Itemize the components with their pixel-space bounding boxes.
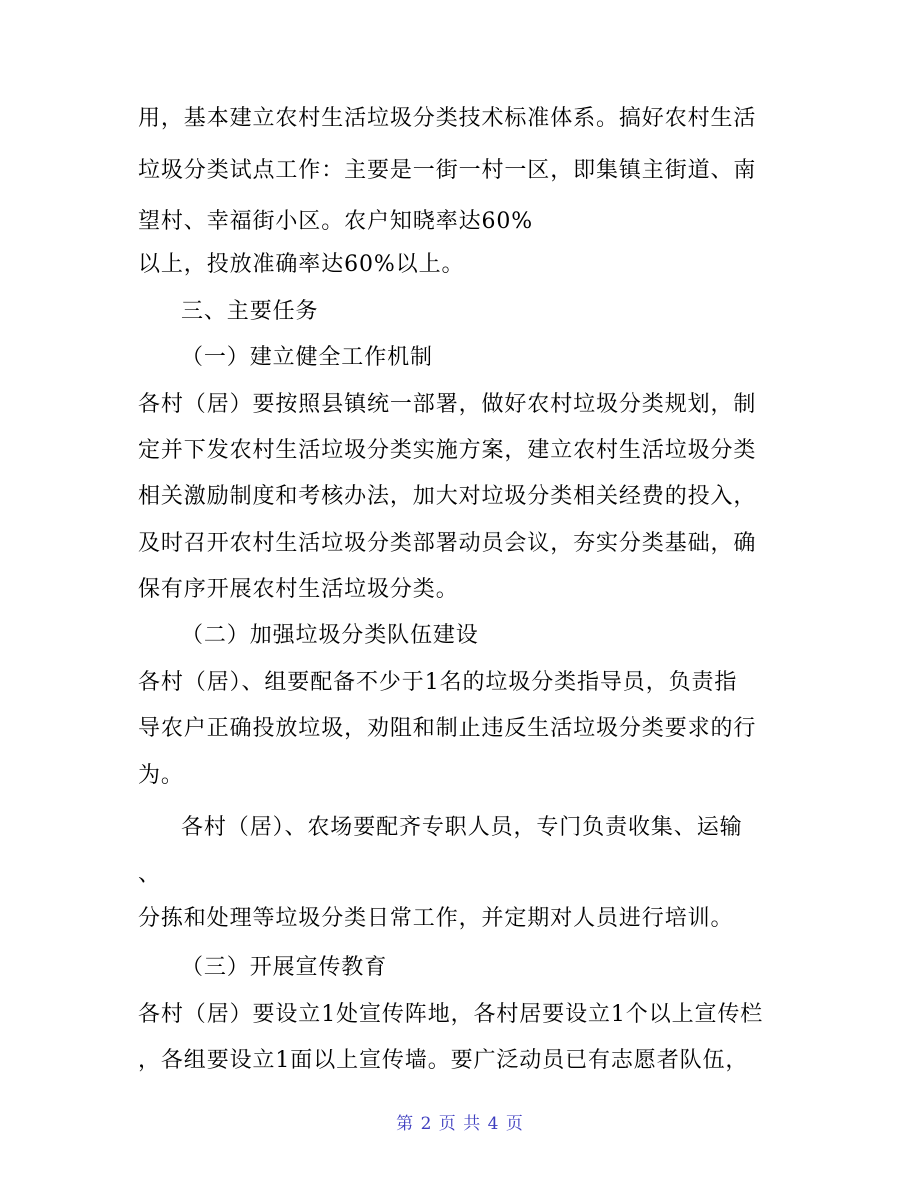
page-number-footer: 第 2 页 共 4 页 [396,1114,524,1134]
body-text-line: 导农户正确投放垃圾，劝阻和制止违反生活垃圾分类要求的行 [138,716,757,741]
body-text-line: 垃圾分类试点工作：主要是一街一村一区，即集镇主街道、南 [138,158,757,183]
body-text-line: 及时召开农村生活垃圾分类部署动员会议，夯实分类基础，确 [138,531,757,556]
subsection-heading: （二）加强垃圾分类队伍建设 [181,623,479,648]
body-text-line: 为。 [138,763,184,788]
body-text-line: 定并下发农村生活垃圾分类实施方案，建立农村生活垃圾分类 [138,438,757,463]
body-text-line: 用，基本建立农村生活垃圾分类技术标准体系。搞好农村生活 [138,106,757,131]
body-text-line: 相关激励制度和考核办法，加大对垃圾分类相关经费的投入， [138,484,757,509]
body-text-line: 望村、幸福街小区。农户知晓率达60% [138,209,534,234]
body-text-line: 、 [138,862,161,887]
subsection-heading: （一）建立健全工作机制 [181,345,433,370]
body-text-line: 以上，投放准确率达60%以上。 [138,252,465,277]
body-text-line: 分拣和处理等垃圾分类日常工作，并定期对人员进行培训。 [138,906,734,931]
body-text-line: 各村（居）要按照县镇统一部署，做好农村垃圾分类规划，制 [138,392,757,417]
body-text-line: 各村（居）要设立1处宣传阵地，各村居要设立1个以上宣传栏 [138,1002,764,1027]
section-heading: 三、主要任务 [181,299,319,324]
body-text-line: 各村（居）、农场要配齐专职人员，专门负责收集、运输 [181,815,743,840]
body-text-line: ，各组要设立1面以上宣传墙。要广泛动员已有志愿者队伍， [138,1048,749,1073]
body-text-line: 保有序开展农村生活垃圾分类。 [138,577,459,602]
subsection-heading: （三）开展宣传教育 [181,955,388,980]
body-text-line: 各村（居）、组要配备不少于1名的垃圾分类指导员，负责指 [138,670,738,695]
